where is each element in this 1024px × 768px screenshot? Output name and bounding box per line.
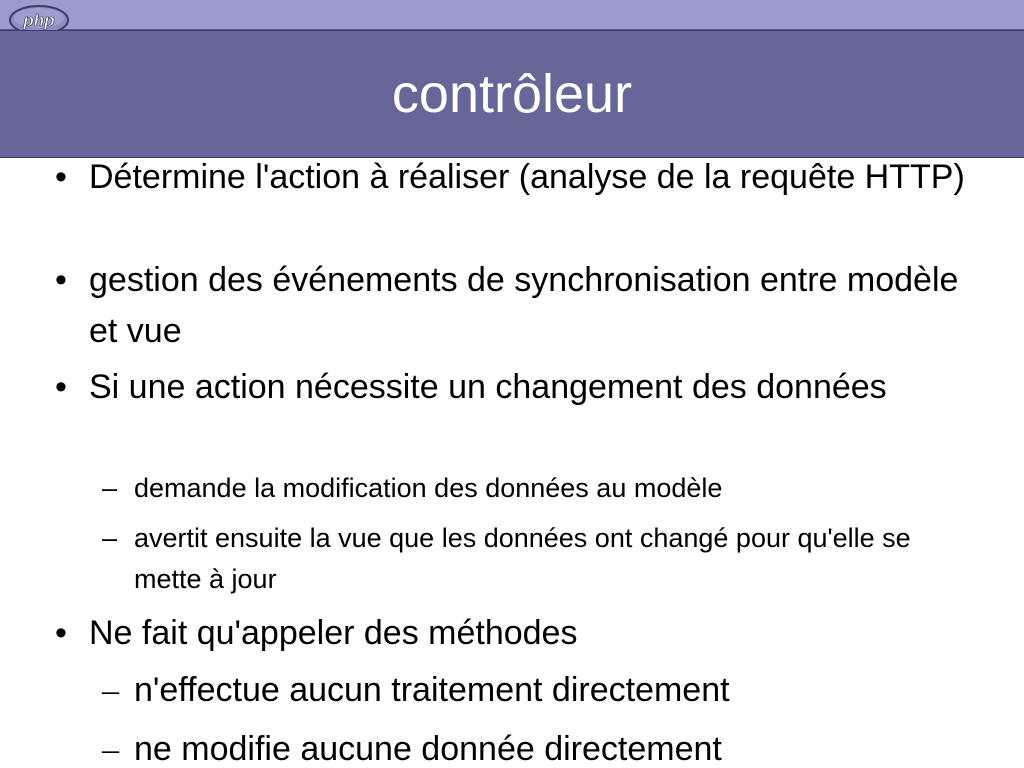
dash-marker: – (102, 672, 119, 709)
bullet-item (55, 608, 970, 659)
sub-bullet-text: ne modifie aucune donnée directement (134, 730, 722, 768)
bullet-text: gestion des événements de synchronisation entre modèle et vue (89, 261, 959, 350)
sub-bullet-item (102, 518, 972, 600)
bullet-marker: • (55, 158, 67, 196)
sub-bullet-item (102, 724, 982, 768)
bullet-item (55, 152, 970, 203)
top-bar (0, 0, 1024, 30)
dash-marker: – (102, 523, 118, 553)
sub-bullet-item (102, 665, 982, 716)
bullet-text: Si une action nécessite un changement des données (89, 368, 887, 406)
bullet-text: Détermine l'action à réaliser (analyse de la requête HTTP) (89, 158, 965, 196)
bullet-marker: • (55, 614, 67, 652)
dash-marker: – (102, 473, 118, 503)
bullet-item (55, 255, 970, 357)
bullet-marker: • (55, 368, 67, 406)
dash-marker: – (102, 731, 119, 768)
logo-text: php (23, 11, 55, 30)
bullet-marker: • (55, 261, 67, 299)
slide-title: contrôleur (391, 64, 633, 124)
sub-bullet-text: demande la modification des données au modèle (134, 473, 723, 503)
bullet-item (55, 362, 970, 413)
sub-bullet-item (102, 468, 972, 509)
sub-bullet-text: avertit ensuite la vue que les données ont changé pour qu'elle se mette à jour (134, 523, 911, 594)
bullet-text: Ne fait qu'appeler des méthodes (89, 614, 578, 652)
sub-bullet-text: n'effectue aucun traitement directement (134, 671, 730, 709)
